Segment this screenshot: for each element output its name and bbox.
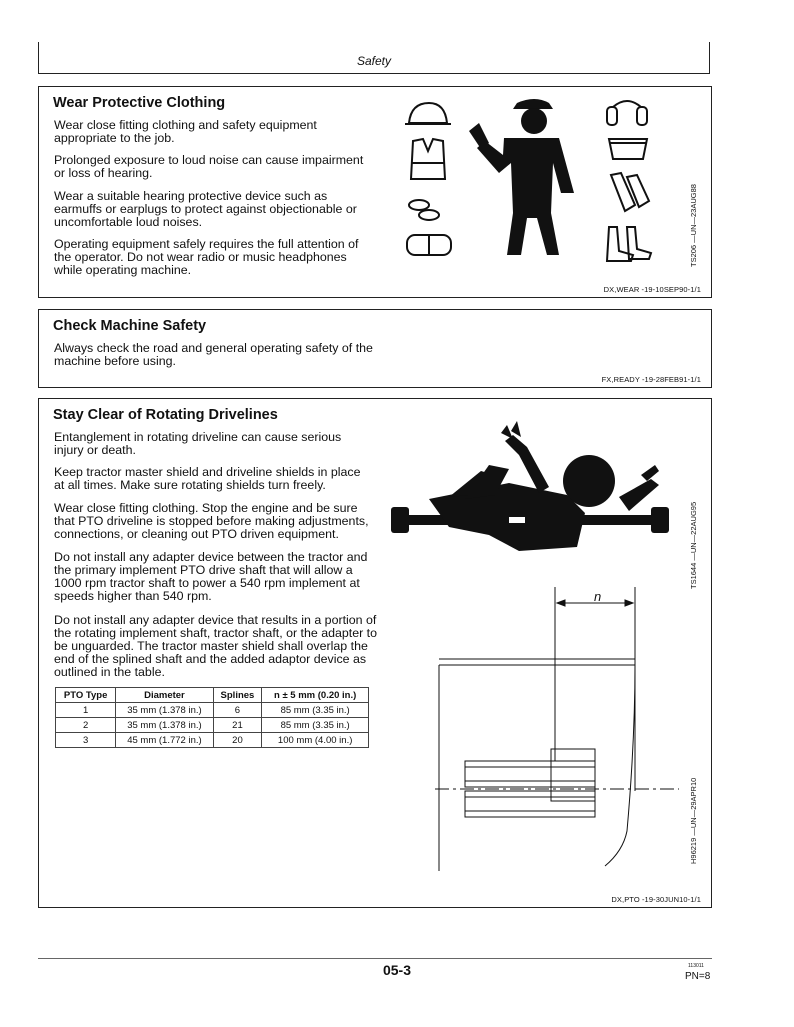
earmuffs-icon	[607, 101, 647, 125]
table-row	[56, 718, 369, 733]
protective-clothing-illustration	[399, 93, 699, 273]
section-title: Check Machine Safety	[53, 318, 207, 334]
table-cell: 35 mm (1.378 in.)	[116, 703, 213, 718]
footer-divider	[38, 958, 712, 959]
shaft-overlap-diagram	[435, 581, 685, 873]
paragraph: Operating equipment safely requires the full attention of the operator. Do not wear radio or music headphones while operating machine.	[54, 237, 359, 277]
section-wear-protective-clothing	[38, 86, 712, 298]
paragraph: Always check the road and general operating safety of the machine before using.	[54, 341, 373, 368]
figure-id: H96219 —UN—29APR10	[689, 777, 698, 864]
table-header: Splines	[213, 688, 262, 703]
goggles-icon	[407, 235, 451, 255]
earplugs-icon	[409, 200, 439, 220]
section-reference: DX,PTO -19-30JUN10-1/1	[611, 895, 701, 904]
section-reference: DX,WEAR -19-10SEP90-1/1	[603, 285, 701, 294]
gloves-icon	[611, 173, 649, 211]
page-header-title: Safety	[356, 54, 392, 68]
table-row	[56, 703, 369, 718]
pn-label: PN=8	[685, 971, 711, 982]
table-cell: 45 mm (1.772 in.)	[116, 733, 213, 748]
paragraph: Do not install any adapter device between the tractor and the primary implement PTO drive shaft that will allow a 1000 rpm tractor shaft to power a 540 rpm implement at speeds higher than 540 rpm.	[54, 550, 368, 603]
paragraph: Keep tractor master shield and driveline shields in place at all times. Make sure rotating shields turn freely.	[54, 465, 361, 492]
page-header	[38, 42, 710, 74]
table-header: Diameter	[116, 688, 213, 703]
page-number: 05-3	[382, 962, 412, 978]
table-header: n ± 5 mm (0.20 in.)	[262, 688, 369, 703]
table-header: PTO Type	[56, 688, 116, 703]
paragraph: Entanglement in rotating driveline can cause serious injury or death.	[54, 430, 342, 457]
paragraph: Wear a suitable hearing protective device such as earmuffs or earplugs to protect against objectionable or uncomfortable loud noises.	[54, 189, 357, 229]
paragraph: Wear close fitting clothing. Stop the engine and be sure that PTO driveline is stopped before making adjustments, connections, or cleaning out PTO driven equipment.	[54, 501, 369, 541]
driveline-entanglement-illustration	[389, 415, 679, 575]
table-cell: 3	[56, 733, 116, 748]
figure-id: TS1644 —UN—22AUG95	[689, 501, 698, 589]
face-shield-icon	[609, 139, 647, 159]
table-cell: 100 mm (4.00 in.)	[262, 733, 369, 748]
table-cell: 21	[213, 718, 262, 733]
section-reference: FX,READY -19-28FEB91-1/1	[601, 375, 701, 384]
figure-id: TS206 —UN—23AUG88	[689, 184, 698, 267]
table-cell: 85 mm (3.35 in.)	[262, 703, 369, 718]
worker-silhouette-icon	[469, 99, 574, 255]
section-title: Stay Clear of Rotating Drivelines	[53, 407, 278, 423]
hard-hat-icon	[405, 103, 451, 124]
table-cell: 85 mm (3.35 in.)	[262, 718, 369, 733]
table-cell: 20	[213, 733, 262, 748]
table-header-row	[56, 688, 369, 703]
paragraph: Do not install any adapter device that results in a portion of the rotating implement shaft, tractor shaft, or the adapter to be unguarded. The tractor master shield shall overlap the end of the splined shaft and the added adaptor device as outlined in the table.	[54, 613, 378, 679]
boots-icon	[607, 227, 651, 261]
table-cell: 35 mm (1.378 in.)	[116, 718, 213, 733]
footer-code: 113011	[688, 963, 704, 969]
paragraph: Prolonged exposure to loud noise can cause impairment or loss of hearing.	[54, 153, 364, 180]
pto-table	[55, 687, 369, 748]
safety-vest-icon	[411, 139, 445, 179]
table-cell: 2	[56, 718, 116, 733]
paragraph: Wear close fitting clothing and safety equipment appropriate to the job.	[54, 118, 317, 145]
section-title: Wear Protective Clothing	[53, 95, 226, 111]
table-cell: 6	[213, 703, 262, 718]
dimension-label: n	[594, 589, 602, 604]
section-check-machine-safety	[38, 309, 712, 388]
section-stay-clear-rotating-drivelines	[38, 398, 712, 908]
table-cell: 1	[56, 703, 116, 718]
table-row	[56, 733, 369, 748]
